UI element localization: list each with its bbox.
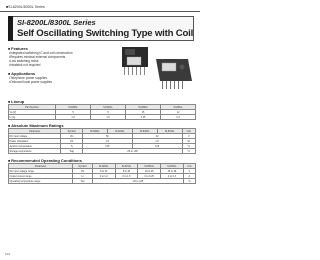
table-header-cell: SI-8201L bbox=[55, 105, 90, 110]
table-header-cell: Parameter bbox=[9, 129, 61, 134]
table-cell: °C bbox=[182, 149, 196, 154]
table-header-cell: SI-8201L bbox=[92, 164, 115, 169]
table-cell: Top bbox=[73, 179, 93, 184]
product-photo bbox=[118, 43, 196, 93]
table-row bbox=[9, 149, 196, 154]
table-cell: 125 bbox=[132, 144, 182, 149]
table-cell: 15 bbox=[125, 110, 160, 115]
table-header-cell: SI-8311L bbox=[161, 164, 184, 169]
table-header-cell: SI-8301L bbox=[132, 129, 157, 134]
table-cell: 18 to 28 bbox=[138, 169, 161, 174]
table-cell: DC input voltage bbox=[9, 134, 61, 139]
table-cell: 15 to 28 bbox=[161, 169, 184, 174]
table-cell: 50 bbox=[82, 134, 132, 139]
table-cell: 0.3 bbox=[161, 115, 196, 120]
table-row bbox=[9, 179, 196, 184]
table-cell: -20 to +85 bbox=[92, 179, 183, 184]
application-item: • Telephone power supplies bbox=[9, 76, 47, 80]
table-header-cell: SI-8311L bbox=[157, 129, 182, 134]
title-series: SI-8200L/8300L Series bbox=[17, 18, 96, 27]
table-cell: -25 to +85 bbox=[82, 149, 182, 154]
page-number: 104 bbox=[5, 252, 11, 256]
table-cell: Operating temperature range bbox=[9, 179, 73, 184]
table-header-cell: SI-8301L bbox=[125, 105, 160, 110]
table-cell: Tj bbox=[61, 144, 82, 149]
lineup-heading: ■ Lineup bbox=[8, 99, 24, 104]
table-cell: 8 to 40 bbox=[92, 169, 115, 174]
feature-item: • Heatsink not required bbox=[9, 63, 40, 67]
table-cell: 0 to 0.25 bbox=[138, 174, 161, 179]
table-header-cell: SI-8311L bbox=[161, 105, 196, 110]
module-small bbox=[122, 47, 148, 75]
header-rule bbox=[0, 11, 200, 12]
table-cell: 32 bbox=[132, 134, 182, 139]
page-title: Self Oscillating Switching Type with Coil bbox=[17, 28, 194, 39]
table-cell: W bbox=[182, 139, 196, 144]
table-cell: V bbox=[183, 169, 195, 174]
table-cell: Vin bbox=[61, 134, 82, 139]
table-cell: Vo (V) bbox=[9, 110, 56, 115]
table-cell: Io bbox=[73, 174, 93, 179]
series-tag: ■SI-8200L/8300L Series bbox=[6, 5, 45, 9]
table-cell: 1.5 bbox=[82, 139, 132, 144]
table-header-cell: Unit bbox=[183, 164, 195, 169]
table-header-cell: SI-8301L bbox=[138, 164, 161, 169]
table-header-cell: Symbol bbox=[61, 129, 82, 134]
table-cell: Tstg bbox=[61, 149, 82, 154]
table-cell: Storage temperature bbox=[9, 149, 61, 154]
table-cell: Junction temperature bbox=[9, 144, 61, 149]
features-heading: ■ Features bbox=[8, 46, 28, 51]
table-header-cell: SI-8211L bbox=[115, 164, 138, 169]
table-cell: °C bbox=[182, 144, 196, 149]
table-cell: 0 to 0.3 bbox=[161, 174, 184, 179]
feature-item: • Integrated switching IC and coil construction bbox=[9, 51, 73, 55]
table-header-cell: SI-8211L bbox=[107, 129, 132, 134]
table-cell: DC input voltage range bbox=[9, 169, 73, 174]
table-cell: 5 bbox=[55, 110, 90, 115]
table-cell: 8 to 40 bbox=[115, 169, 138, 174]
table-cell: 0 to 1.5 bbox=[115, 174, 138, 179]
title-accent-bar bbox=[8, 16, 13, 41]
feature-item: • Low switching noise bbox=[9, 59, 38, 63]
recommended-heading: ■ Recommended Operating Conditions bbox=[8, 158, 82, 163]
table-cell: 0.25 bbox=[125, 115, 160, 120]
table-cell: 5 bbox=[91, 110, 126, 115]
table-cell: Output current range bbox=[9, 174, 73, 179]
feature-item: • Requires minimal external components bbox=[9, 55, 65, 59]
abs-max-heading: ■ Absolute Maximum Ratings bbox=[8, 123, 64, 128]
table-cell: Power dissipation bbox=[9, 139, 61, 144]
recommended-table bbox=[8, 163, 196, 184]
table-cell: A bbox=[183, 174, 195, 179]
application-item: • Onboard local power supplies bbox=[9, 80, 52, 84]
table-cell: 1.0 bbox=[55, 115, 90, 120]
applications-heading: ■ Applications bbox=[8, 71, 35, 76]
table-header-cell: SI-8201L bbox=[82, 129, 107, 134]
table-cell: V bbox=[182, 134, 196, 139]
table-cell: 1.5 bbox=[132, 139, 182, 144]
table-header-cell: Symbol bbox=[73, 164, 93, 169]
module-large bbox=[156, 59, 192, 89]
table-cell: °C bbox=[183, 179, 195, 184]
table-cell: 0 to 1.0 bbox=[92, 174, 115, 179]
abs-max-table bbox=[8, 128, 196, 154]
table-header-cell: SI-8211L bbox=[91, 105, 126, 110]
table-cell: 1.5 bbox=[91, 115, 126, 120]
table-cell: Pd bbox=[61, 139, 82, 144]
lineup-table bbox=[8, 104, 196, 120]
table-header-cell: Part Number bbox=[9, 105, 56, 110]
table-row bbox=[9, 115, 196, 120]
table-cell: 12 bbox=[161, 110, 196, 115]
table-cell: 125 bbox=[82, 144, 132, 149]
table-header-cell: Parameter bbox=[9, 164, 73, 169]
table-cell: Io (A) bbox=[9, 115, 56, 120]
table-header-cell: Unit bbox=[182, 129, 196, 134]
table-cell: Vin bbox=[73, 169, 93, 174]
